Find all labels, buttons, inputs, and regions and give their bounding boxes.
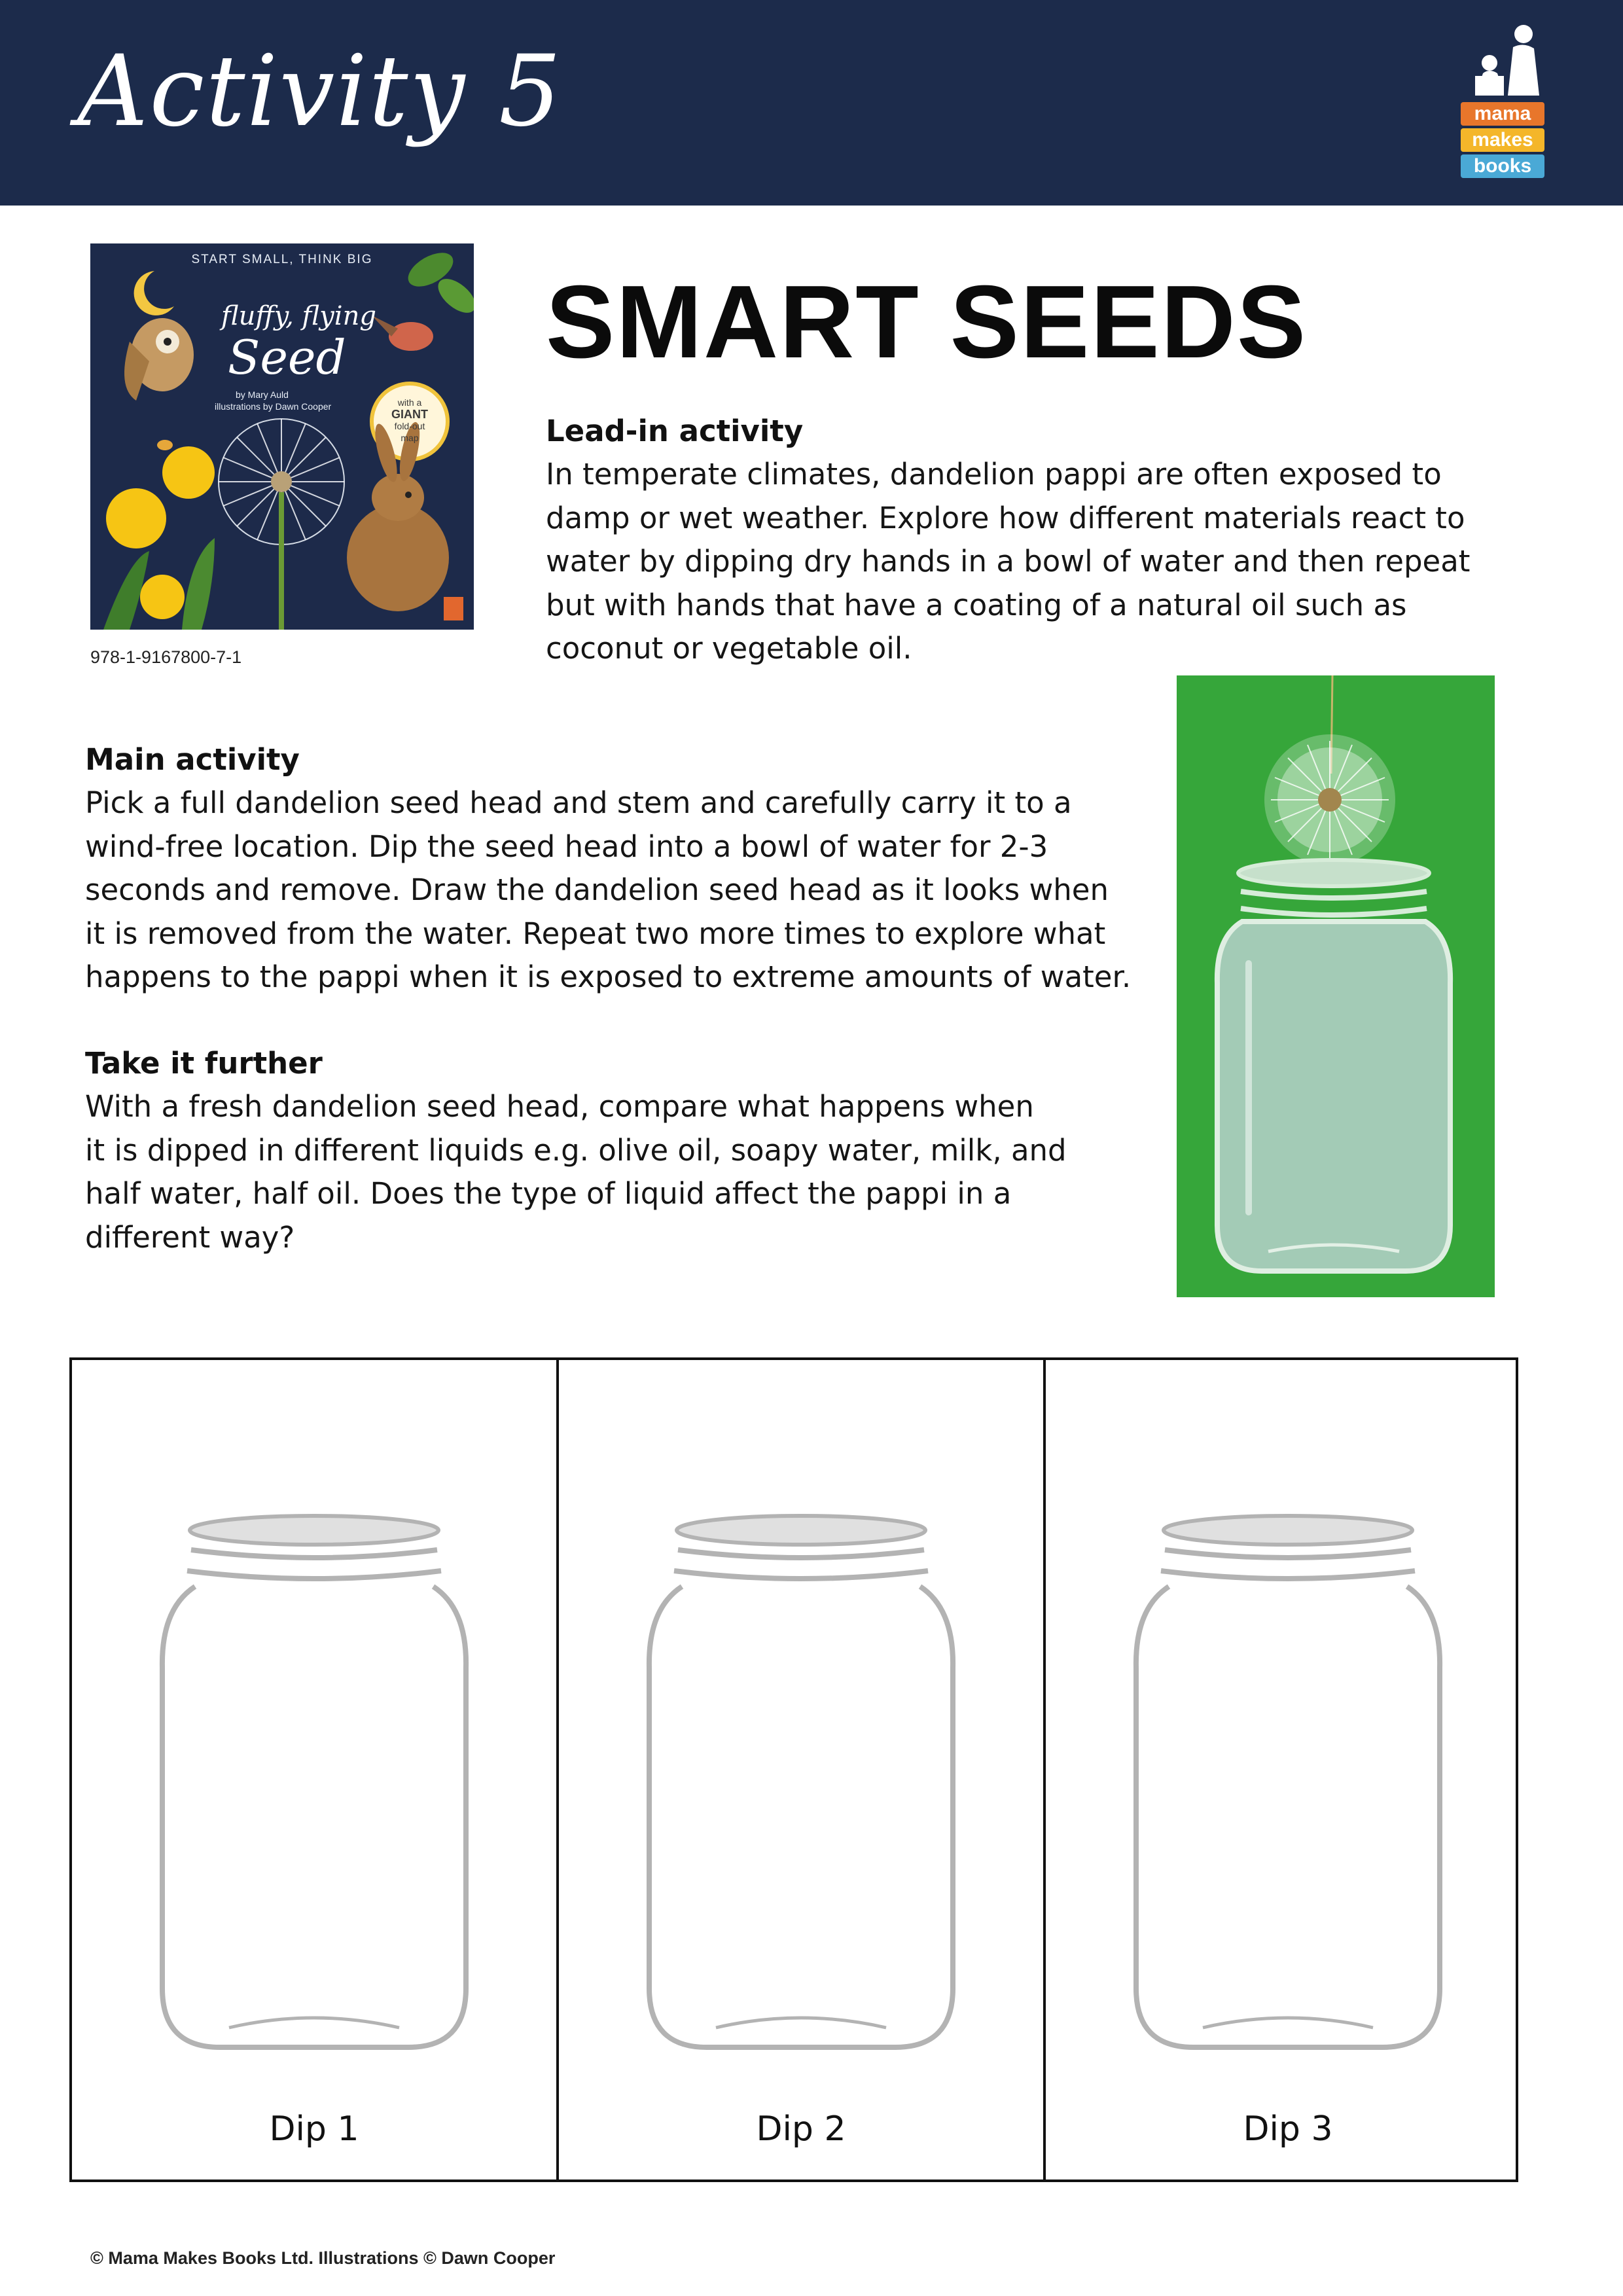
take-it-further-line: half water, half oil. Does the type of liquid affect the pappi in a [85,1176,1012,1211]
drawing-box-dip-3[interactable] [1043,1360,1530,2179]
drawing-grid [69,1357,1518,2182]
dandelion-jar-photo [1177,675,1495,1297]
cover-series: START SMALL, THINK BIG [191,253,373,266]
take-it-further-section [85,1042,1086,1259]
publisher-logo [1453,22,1558,186]
main-activity-line: wind-free location. Dip the seed head into a bowl of water for 2-3 [85,829,1048,864]
empty-jar-icon [157,1511,471,2073]
header-bar [0,0,1623,206]
logo-word-3: books [1461,154,1544,178]
drawing-box-dip-1[interactable] [72,1360,556,2179]
main-activity-line: happens to the pappi when it is exposed to extreme amounts of water. [85,960,1132,994]
lead-in-line: In temperate climates, dandelion pappi are often exposed to [546,457,1442,492]
take-it-further-heading: Take it further [85,1046,323,1081]
main-activity-line: seconds and remove. Draw the dandelion seed head as it looks when [85,872,1109,907]
lead-in-heading: Lead-in activity [546,414,804,448]
take-it-further-line: different way? [85,1219,295,1255]
cover-badge-line: map [401,433,419,443]
dandelion-jar-image [1177,675,1495,1297]
copyright-footer: © Mama Makes Books Ltd. Illustrations © Dawn Cooper [90,2248,556,2268]
page-title: SMART SEEDS [546,264,1308,380]
lead-in-section [546,410,1508,671]
cover-badge [372,397,448,444]
logo-word-1: mama [1461,102,1544,126]
main-activity-line: it is removed from the water. Repeat two more times to explore what [85,916,1106,951]
dandelion-seed-head-icon [1264,734,1395,865]
glass-jar-icon [1217,860,1450,1271]
cover-badge-line: fold-out [394,421,425,431]
dip-2-label: Dip 2 [756,2109,846,2149]
main-activity-line: Pick a full dandelion seed head and stem and carefully carry it to a [85,785,1072,820]
lead-in-line: coconut or vegetable oil. [546,631,912,666]
activity-title: Activity 5 [77,35,563,149]
cover-title-1: fluffy, flying [221,301,376,331]
main-activity-section [85,738,1158,999]
empty-jar-icon [644,1511,958,2073]
book-cover [90,243,474,630]
take-it-further-line: With a fresh dandelion seed head, compare what happens when [85,1089,1034,1124]
reading-figure-icon [1453,22,1558,101]
lead-in-line: water by dipping dry hands in a bowl of water and then repeat [546,544,1471,579]
empty-jar-icon [1131,1511,1445,2073]
main-activity-heading: Main activity [85,742,300,777]
logo-word-2: makes [1461,128,1544,152]
cover-illustrator: illustrations by Dawn Cooper [215,401,332,412]
cover-title-2: Seed [228,330,346,385]
drawing-box-dip-2[interactable] [556,1360,1043,2179]
lead-in-line: but with hands that have a coating of a natural oil such as [546,587,1407,622]
dip-1-label: Dip 1 [269,2109,359,2149]
cover-badge-line: with a [397,397,422,408]
isbn: 978-1-9167800-7-1 [90,647,242,667]
take-it-further-line: it is dipped in different liquids e.g. olive oil, soapy water, milk, and [85,1132,1067,1168]
cover-badge-line: GIANT [391,408,428,421]
dip-3-label: Dip 3 [1243,2109,1333,2149]
lead-in-line: damp or wet weather. Explore how different materials react to [546,500,1465,535]
cover-author: by Mary Auld [236,389,289,400]
